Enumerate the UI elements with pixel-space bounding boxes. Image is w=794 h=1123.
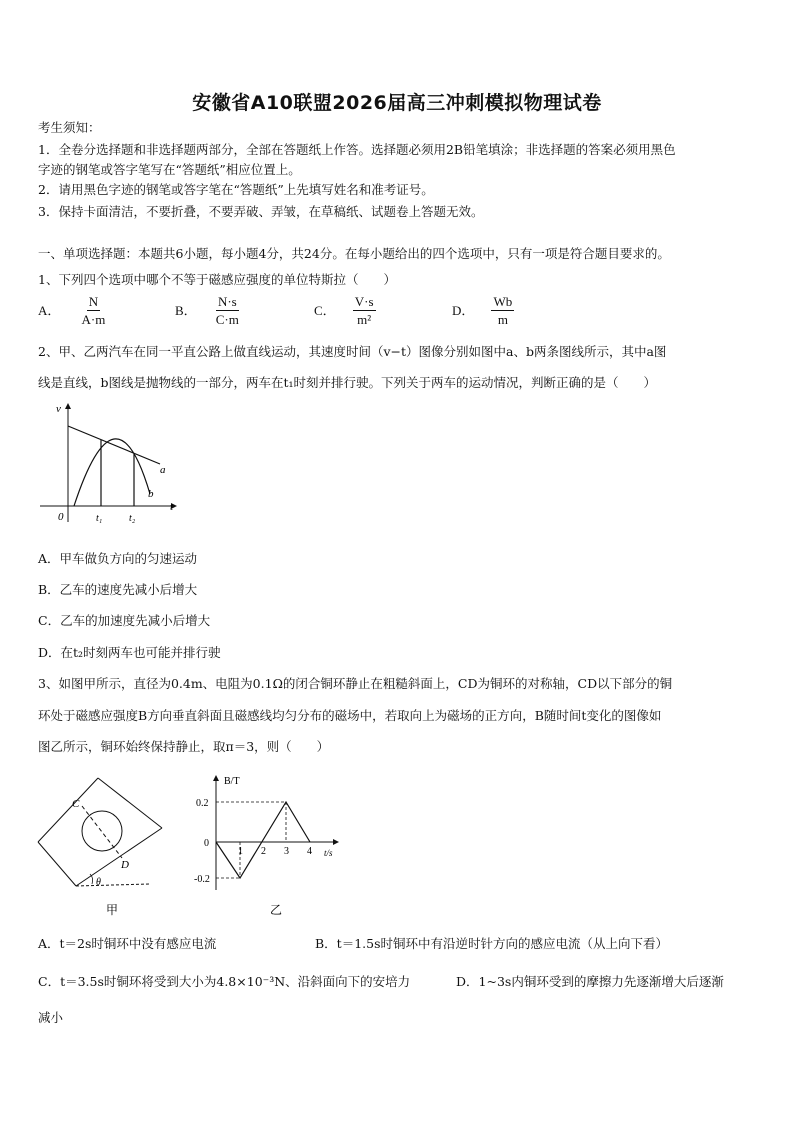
b-label: b: [148, 488, 154, 500]
tick-neg-0.2: -0.2: [194, 874, 210, 885]
point-d-label: D: [121, 859, 129, 871]
tick-2: 2: [261, 846, 266, 857]
incline-right-edge: [98, 778, 162, 828]
t2-label: t₂: [129, 513, 136, 524]
b-curve: [216, 802, 310, 878]
figure-caption-jia: 甲: [106, 903, 119, 917]
q1-option-d: [452, 294, 514, 327]
v-label: v: [56, 403, 61, 415]
y-axis-label: B/T: [224, 776, 240, 787]
notice-heading: 考生须知：: [38, 120, 101, 135]
q2-option-b: B．乙车的速度先减小后增大: [38, 582, 198, 597]
q3-option-d-cont: 减小: [38, 1010, 64, 1025]
denominator: m²: [357, 312, 372, 327]
section-heading: 一、单项选择题：本题共6小题，每小题4分，共24分。在每小题给出的四个选项中，只有一项是符合题目要求的。: [38, 246, 670, 261]
q2-option-c: C．乙车的加速度先减小后增大: [38, 613, 211, 628]
numerator: V·s: [354, 294, 374, 309]
t-label: t: [170, 501, 174, 513]
tick-1: 1: [238, 846, 243, 857]
tick-0.2: 0.2: [196, 798, 209, 809]
fraction: [353, 294, 376, 327]
numerator: N: [88, 294, 99, 309]
point-c-label: C: [72, 798, 80, 810]
numerator: N·s: [217, 294, 237, 309]
a-label: a: [160, 464, 166, 476]
fraction: [491, 294, 514, 327]
x-axis-label: t/s: [324, 848, 333, 858]
tick-3: 3: [284, 846, 289, 857]
fraction: [79, 294, 107, 327]
q1-option-c: [314, 294, 376, 327]
curve-b: [74, 439, 150, 506]
q3-bt-graph: [188, 772, 348, 922]
tick-4: 4: [307, 846, 312, 857]
figure-caption-yi: 乙: [270, 903, 283, 917]
q1-option-a: [38, 294, 107, 327]
notice-item-2: 2．请用黑色字迹的钢笔或答字笔在“答题纸”上先填写姓名和准考证号。: [38, 182, 434, 197]
q3-option-a: A．t＝2s时铜环中没有感应电流: [38, 936, 217, 951]
q3-option-c: C．t＝3.5s时铜环将受到大小为4.8×10⁻³N、沿斜面向下的安培力: [38, 974, 411, 989]
option-label: C．: [314, 303, 336, 318]
q2-stem-cont: 线是直线，b图线是抛物线的一部分，两车在t₁时刻并排行驶。下列关于两车的运动情况，判断正确的是（ ）: [38, 375, 657, 390]
ground-line: [76, 884, 150, 886]
tick-origin: 0: [204, 838, 209, 849]
q1-stem: 1、下列四个选项中哪个不等于磁感应强度的单位特斯拉（ ）: [38, 272, 396, 287]
option-label: A．: [38, 303, 61, 318]
notice-item-1-cont: 字迹的钢笔或答字笔写在“答题纸”相应位置上。: [38, 162, 301, 177]
q2-option-d: D．在t₂时刻两车也可能并排行驶: [38, 645, 221, 660]
incline-slope: [76, 828, 162, 886]
cd-axis: [82, 806, 122, 858]
denominator: A·m: [81, 312, 106, 327]
line-a: [68, 426, 160, 464]
q3-option-d: D．1~3s内铜环受到的摩擦力先逐渐增大后逐渐: [456, 974, 724, 989]
origin-label: 0: [58, 511, 64, 523]
q3-stem-cont: 环处于磁感应强度B方向垂直斜面且磁感线均匀分布的磁场中，若取向上为磁场的正方向，B随时间t变化的图像如: [38, 708, 662, 723]
q2-option-a: A．甲车做负方向的匀速运动: [38, 551, 198, 566]
fraction: [214, 294, 241, 327]
copper-ring: [82, 811, 122, 851]
q2-stem: 2、甲、乙两汽车在同一平直公路上做直线运动，其速度时间（v−t）图像分别如图中a、b两条图线所示，其中a图: [38, 344, 667, 359]
numerator: Wb: [493, 294, 513, 309]
q1-option-b: [175, 294, 241, 327]
q3-option-b: B．t＝1.5s时铜环中有沿逆时针方向的感应电流（从上向下看）: [315, 936, 669, 951]
theta-label: θ: [96, 877, 101, 888]
q2-vt-graph: [38, 398, 188, 530]
option-label: D．: [452, 303, 475, 318]
incline-left-edge: [38, 842, 76, 886]
q3-stem: 3、如图甲所示，直径为0.4m、电阻为0.1Ω的闭合铜环静止在粗糙斜面上，CD为铜环的对称轴，CD以下部分的铜: [38, 676, 673, 691]
page-title: 安徽省A10联盟2026届高三冲刺模拟物理试卷: [192, 92, 602, 114]
q3-stem-cont-2: 图乙所示，铜环始终保持静止，取π＝3，则（ ）: [38, 739, 330, 754]
option-label: B．: [175, 303, 197, 318]
denominator: C·m: [215, 312, 239, 327]
q3-figure-incline: [34, 772, 174, 922]
notice-item-3: 3．保持卡面清洁，不要折叠，不要弄破、弄皱，在草稿纸、试题卷上答题无效。: [38, 204, 484, 219]
incline-top-edge: [38, 778, 98, 842]
t1-label: t₁: [96, 513, 103, 524]
notice-item-1: 1．全卷分选择题和非选择题两部分，全部在答题纸上作答。选择题必须用2B铅笔填涂；非选择题的答案必须用黑色: [38, 142, 676, 157]
denominator: m: [497, 312, 508, 327]
